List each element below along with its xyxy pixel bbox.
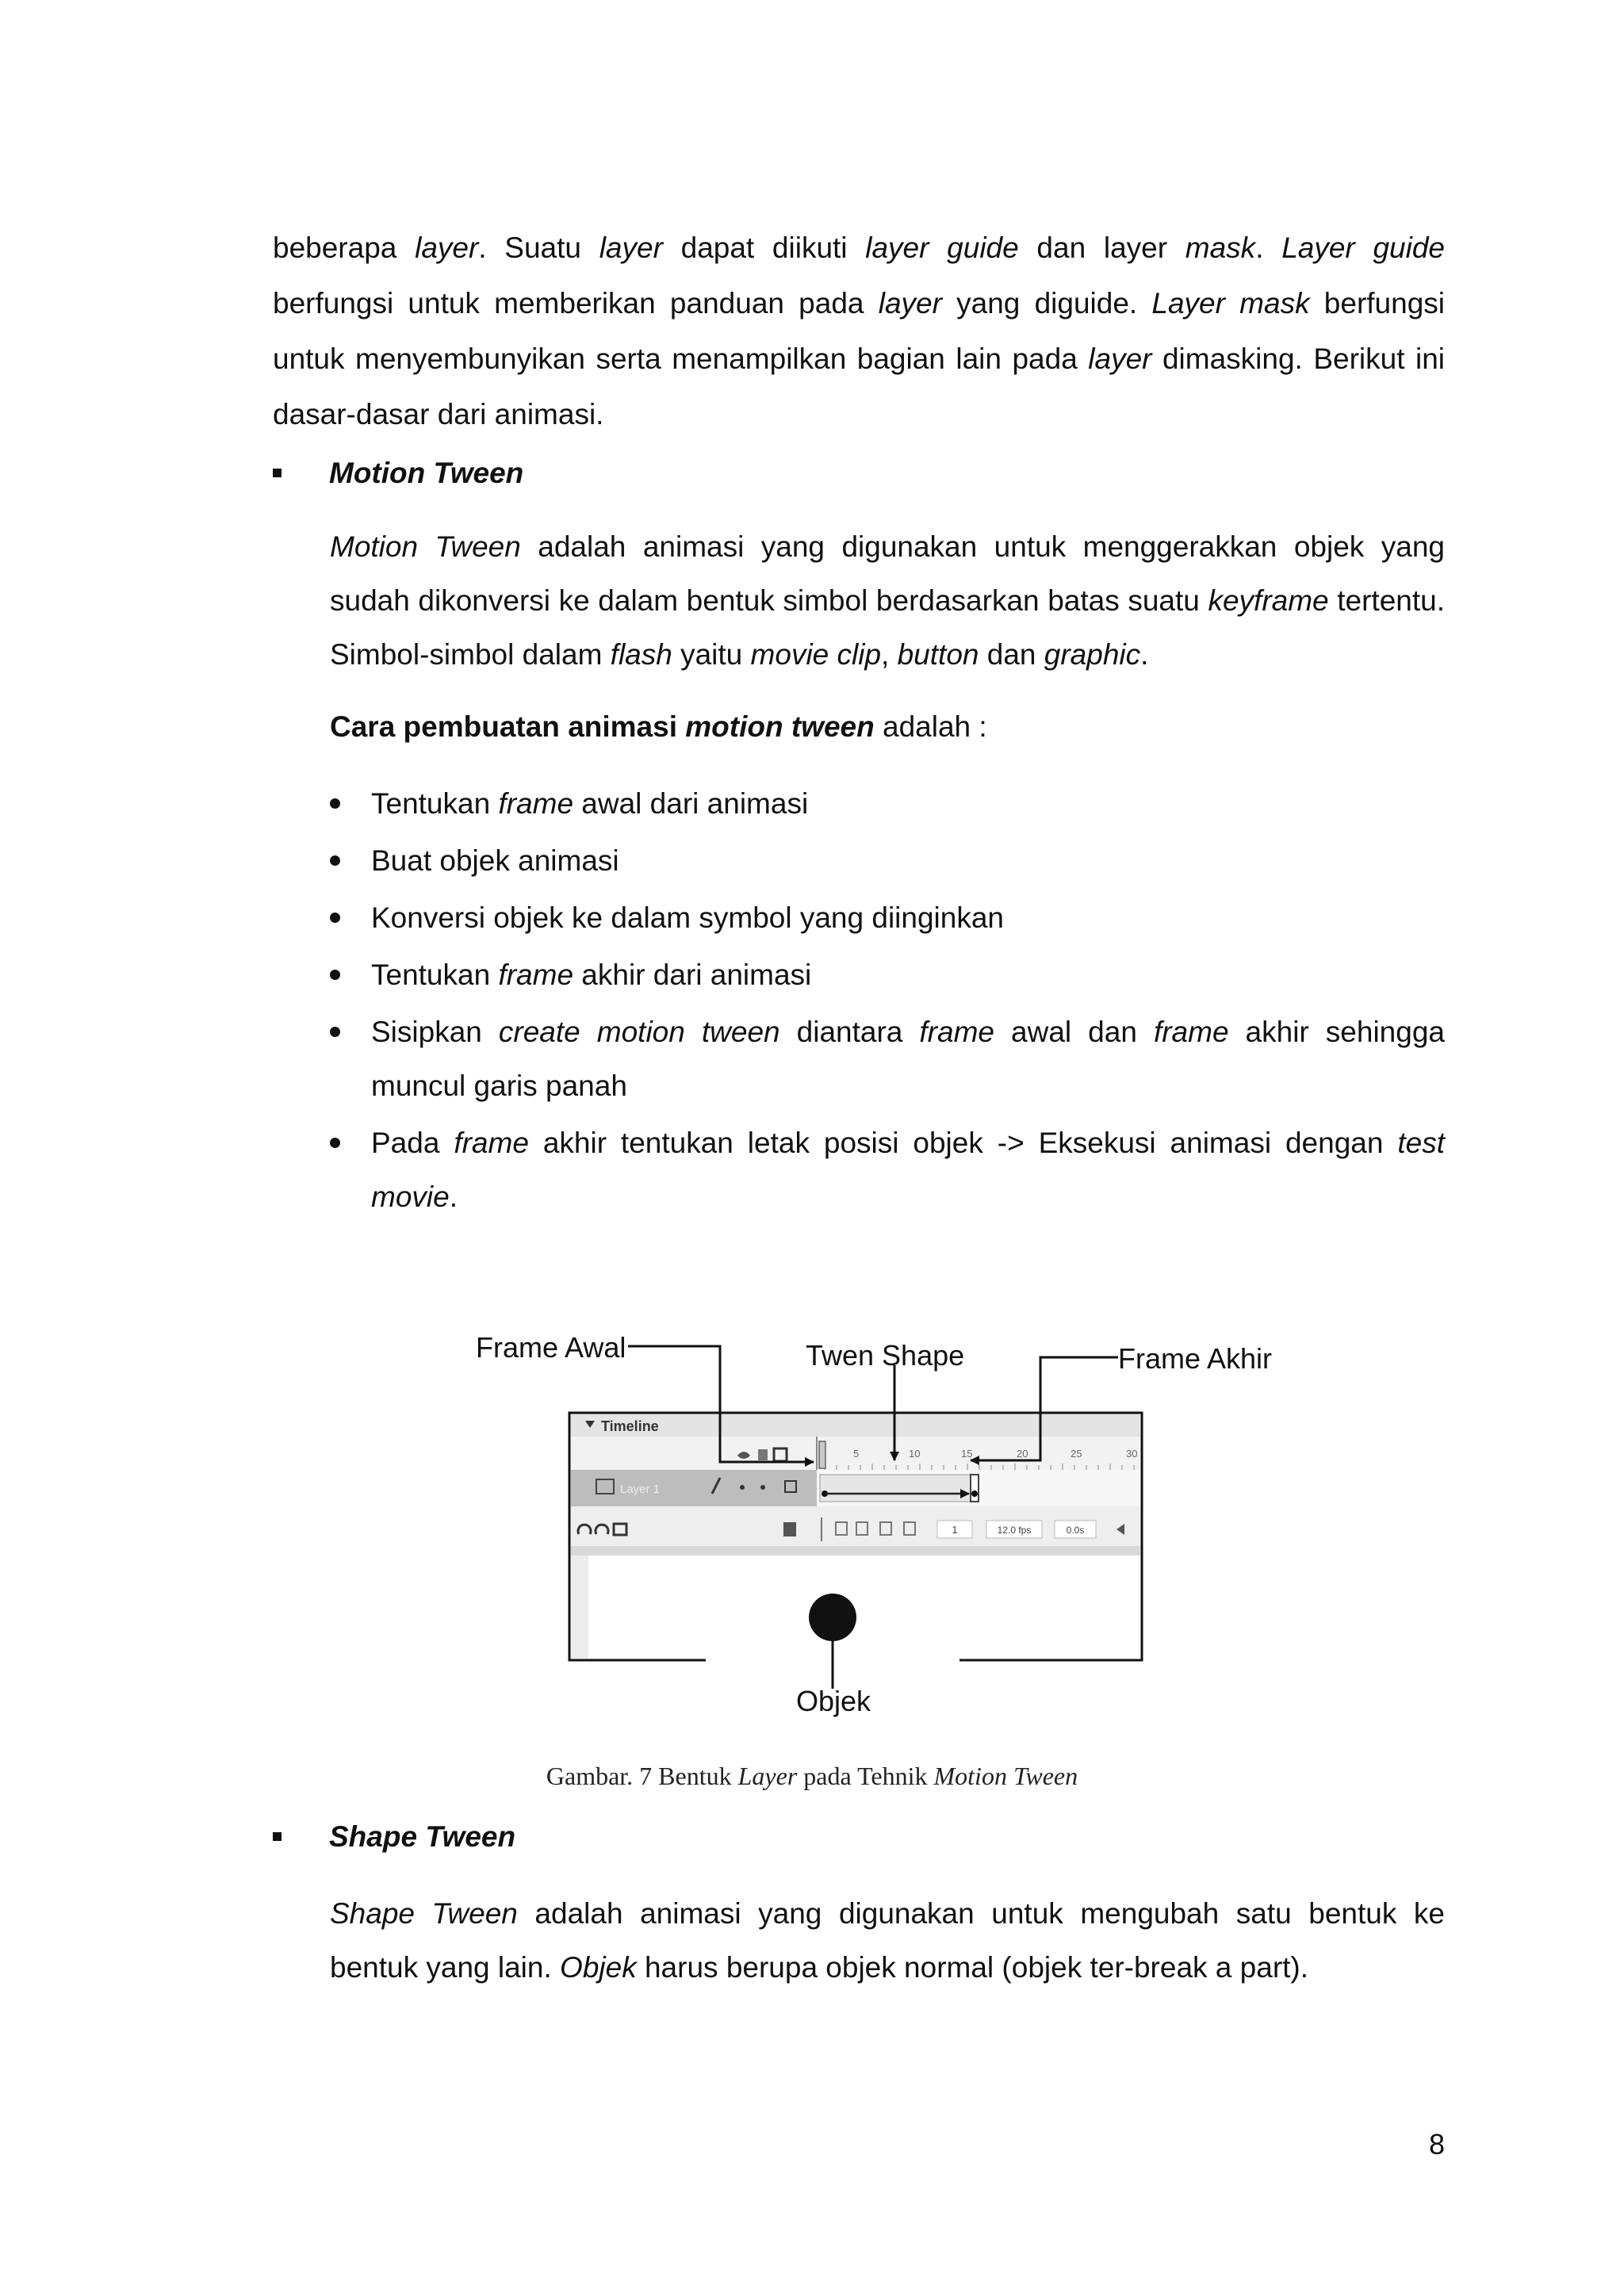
- ruler-label: 25: [1071, 1448, 1082, 1460]
- shape-tween-heading: Shape Tween: [273, 1817, 515, 1857]
- current-frame: 1: [952, 1524, 958, 1536]
- ruler-label: 20: [1017, 1448, 1028, 1460]
- list-item: Konversi objek ke dalam symbol yang diinginkan: [330, 891, 1445, 945]
- layer-row[interactable]: [571, 1470, 817, 1506]
- layer-name: Layer 1: [620, 1483, 661, 1496]
- list-item: Tentukan frame awal dari animasi: [330, 777, 1445, 831]
- ruler-label: 30: [1126, 1448, 1138, 1460]
- list-item: Tentukan frame akhir dari animasi: [330, 948, 1445, 1002]
- label-frame-akhir: Frame Akhir: [1118, 1342, 1273, 1375]
- tween-span[interactable]: [820, 1475, 979, 1502]
- label-objek: Objek: [796, 1685, 871, 1717]
- shape-tween-description: Shape Tween adalah animasi yang digunakan untuk mengubah satu bentuk ke bentuk yang lain. Objek harus berupa objek normal (objek ter-break a part).: [330, 1897, 1445, 1984]
- figure-caption: Gambar. 7 Bentuk Layer pada Tehnik Motion Tween: [546, 1762, 1078, 1790]
- square-bullet-icon: [273, 1832, 282, 1841]
- timeline-title: Timeline: [601, 1418, 659, 1434]
- list-item: Pada frame akhir tentukan letak posisi objek -> Eksekusi animasi dengan test movie.: [330, 1116, 1445, 1224]
- ruler-label: 5: [853, 1448, 860, 1460]
- lock-icon: [758, 1449, 768, 1460]
- page-number: 8: [1428, 2128, 1445, 2160]
- end-keyframe[interactable]: [971, 1475, 979, 1502]
- label-frame-awal: Frame Awal: [476, 1331, 626, 1364]
- trash-icon[interactable]: [783, 1522, 796, 1536]
- motion-tween-description: Motion Tween adalah animasi yang digunakan untuk menggerakkan objek yang sudah dikonversi ke dalam bentuk simbol berdasarkan batas suatu keyframe tertentu. Simbol-simbol dalam flash yaitu movie clip, button dan graphic.: [330, 530, 1445, 671]
- label-twen-shape: Twen Shape: [806, 1339, 965, 1372]
- list-item: Sisipkan create motion tween diantara frame awal dan frame akhir sehingga muncul garis panah: [330, 1005, 1445, 1113]
- frame-rate: 12.0 fps: [997, 1525, 1032, 1536]
- intro-paragraph: beberapa layer. Suatu layer dapat diikuti layer guide dan layer mask. Layer guide berfungsi untuk memberikan panduan pada layer yang diguide. Layer mask berfungsi untuk menyembunyikan serta menampilkan bagian lain pada layer dimasking. Berikut ini dasar-dasar dari animasi.: [273, 232, 1445, 430]
- playhead[interactable]: [819, 1441, 825, 1468]
- motion-tween-heading: Motion Tween: [273, 453, 523, 493]
- cara-pembuatan-heading: Cara pembuatan animasi motion tween adalah :: [330, 710, 987, 743]
- elapsed-time: 0.0s: [1066, 1525, 1085, 1536]
- ruler-label: 15: [961, 1448, 973, 1460]
- list-item: Buat objek animasi: [330, 834, 1445, 888]
- ruler-label: 10: [909, 1448, 921, 1460]
